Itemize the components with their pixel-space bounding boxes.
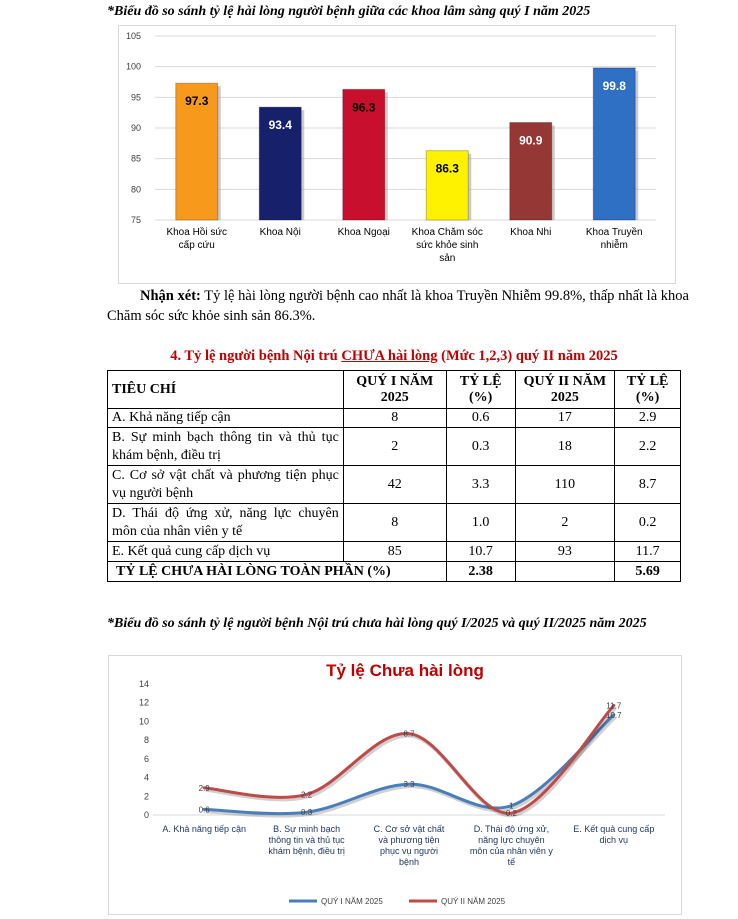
x-category-label: Khoa Ngoại — [337, 227, 390, 238]
row-q1-rate: 10.7 — [446, 542, 515, 562]
y-tick-label: 95 — [130, 92, 141, 103]
row-q1-count: 2 — [343, 428, 446, 466]
line-chart — [109, 656, 681, 914]
x-category-label: bệnh — [398, 857, 420, 867]
comment-label: Nhận xét: — [140, 288, 201, 304]
y-tick-label: 8 — [143, 735, 149, 746]
row-q2-count: 93 — [515, 542, 615, 562]
bar-value-label: 93.4 — [268, 118, 292, 133]
x-category-label: dịch vụ — [599, 835, 629, 845]
chart-title: Tỷ lệ Chưa hài lòng — [326, 661, 484, 680]
row-q2-rate: 0.2 — [615, 504, 681, 542]
x-category-label: Khoa Nhi — [510, 227, 552, 238]
data-label: 2.2 — [301, 790, 313, 800]
y-tick-label: 10 — [138, 716, 149, 727]
y-tick-label: 100 — [125, 61, 141, 72]
series-line-shadow — [206, 708, 616, 819]
row-q1-count: 8 — [343, 504, 446, 542]
y-tick-label: 6 — [143, 753, 149, 764]
row-criteria: C. Cơ sở vật chất và phương tiện phục vụ người bệnh — [108, 466, 344, 504]
legend-label: QUÝ I NĂM 2025 — [321, 897, 383, 906]
header-q1-count: QUÝ I NĂM 2025 — [343, 371, 446, 409]
header-q1-rate: TỶ LỆ (%) — [446, 371, 515, 409]
table-row — [108, 542, 681, 562]
chart1-caption: *Biểu đồ so sánh tỷ lệ hài lòng người bệnh giữa các khoa lâm sàng quý I năm 2025 — [107, 4, 591, 19]
header-q2-count: QUÝ II NĂM 2025 — [515, 371, 615, 409]
row-q1-rate: 1.0 — [446, 504, 515, 542]
row-q2-count: 110 — [515, 466, 615, 504]
chart2-caption: *Biểu đồ so sánh tỷ lệ người bệnh Nội trú chưa hài lòng quý I/2025 và quý II/2025 năm 2025 — [107, 616, 647, 631]
data-label: 0.3 — [301, 808, 313, 818]
row-q2-rate: 2.9 — [615, 409, 681, 428]
data-label: 11.7 — [606, 701, 622, 711]
row-q1-rate: 3.3 — [446, 466, 515, 504]
row-q2-count: 17 — [515, 409, 615, 428]
total-q1-rate: 2.38 — [446, 562, 515, 582]
row-q1-count: 42 — [343, 466, 446, 504]
x-category-label: khám bệnh, điều trị — [268, 846, 345, 856]
table-row — [108, 409, 681, 428]
x-category-label: Khoa Hồi sức — [166, 227, 228, 238]
row-criteria: A. Khả năng tiếp cận — [108, 409, 344, 428]
row-criteria: B. Sự minh bạch thông tin và thủ tục khám bệnh, điều trị — [108, 428, 344, 466]
row-q1-count: 85 — [343, 542, 446, 562]
x-category-label: thông tin và thủ tục — [268, 835, 345, 845]
section-4-title-pre: 4. Tỷ lệ người bệnh Nội trú — [170, 348, 342, 364]
row-q1-count: 8 — [343, 409, 446, 428]
line-chart-frame — [108, 655, 682, 915]
x-category-label: tế — [507, 857, 516, 867]
dissatisfaction-table — [107, 370, 681, 582]
x-category-label: B. Sự minh bạch — [273, 824, 341, 834]
row-q1-rate: 0.6 — [446, 409, 515, 428]
bar-chart-frame — [118, 25, 676, 284]
bar-value-label: 86.3 — [435, 161, 459, 176]
x-category-label: nhiễm — [600, 240, 628, 251]
comment-text: Tỷ lệ hài lòng người bệnh cao nhất là khoa Truyền Nhiễm 99.8%, thấp nhất là khoa Chăm sóc sức khỏe sinh sản 86.3%. — [107, 288, 689, 324]
table-row — [108, 504, 681, 542]
y-tick-label: 85 — [130, 153, 141, 164]
row-criteria: D. Thái độ ứng xử, năng lực chuyên môn của nhân viên y tế — [108, 504, 344, 542]
data-label: 0.2 — [505, 809, 517, 819]
comment-paragraph — [107, 286, 689, 326]
data-label: 10.7 — [606, 710, 622, 720]
legend-label: QUÝ II NĂM 2025 — [441, 897, 506, 906]
y-tick-label: 80 — [130, 184, 141, 195]
bar-chart — [119, 26, 675, 283]
y-tick-label: 2 — [143, 791, 149, 802]
section-4-title-underlined: CHƯA hài lòng — [341, 348, 438, 364]
x-category-label: E. Kết quả cung cấp — [573, 824, 655, 834]
section-4-title — [107, 348, 681, 365]
y-tick-label: 12 — [138, 697, 149, 708]
bar-value-label: 96.3 — [352, 100, 376, 115]
row-q2-rate: 8.7 — [615, 466, 681, 504]
x-category-label: Khoa Chăm sóc — [411, 227, 483, 238]
y-tick-label: 0 — [143, 810, 149, 820]
x-category-label: phục vụ người — [380, 846, 438, 856]
x-category-label: và phương tiện — [378, 835, 440, 845]
y-tick-label: 4 — [143, 772, 149, 783]
data-label: 0.6 — [198, 805, 210, 815]
series-line — [204, 706, 614, 814]
table-header-row — [108, 371, 681, 409]
x-category-label: C. Cơ sở vật chất — [373, 824, 445, 834]
header-criteria: TIÊU CHÍ — [108, 371, 344, 409]
table-row — [108, 466, 681, 504]
y-tick-label: 105 — [125, 31, 141, 41]
row-q1-rate: 0.3 — [446, 428, 515, 466]
x-category-label: cấp cứu — [178, 240, 215, 251]
row-q2-rate: 11.7 — [615, 542, 681, 562]
bar-value-label: 90.9 — [519, 133, 543, 148]
data-label: 3.3 — [403, 780, 415, 790]
row-q2-count: 18 — [515, 428, 615, 466]
x-category-label: Khoa Nội — [259, 227, 301, 238]
row-q2-rate: 2.2 — [615, 428, 681, 466]
x-category-label: Khoa Truyền — [585, 227, 643, 238]
data-label: 1 — [509, 801, 514, 811]
total-label: TỶ LỆ CHƯA HÀI LÒNG TOÀN PHẦN (%) — [108, 562, 447, 582]
bar-value-label: 97.3 — [185, 94, 209, 109]
data-label: 2.9 — [198, 783, 210, 793]
table-total-row — [108, 562, 681, 582]
total-q2-rate: 5.69 — [615, 562, 681, 582]
x-category-label: năng lực chuyên — [478, 835, 545, 845]
table-row — [108, 428, 681, 466]
x-category-label: D. Thái độ ứng xử, — [473, 824, 550, 834]
total-empty-cell — [515, 562, 615, 582]
row-criteria: E. Kết quả cung cấp dịch vụ — [108, 542, 344, 562]
x-category-label: sản — [439, 253, 456, 264]
y-tick-label: 14 — [138, 679, 149, 689]
section-4-title-post: (Mức 1,2,3) quý II năm 2025 — [437, 348, 618, 364]
x-category-label: A. Khả năng tiếp cận — [162, 824, 246, 834]
row-q2-count: 2 — [515, 504, 615, 542]
data-label: 8.7 — [403, 729, 415, 739]
bar-value-label: 99.8 — [602, 78, 626, 93]
x-category-label: sức khỏe sinh — [416, 240, 479, 251]
x-category-label: môn của nhân viên y — [469, 846, 553, 856]
y-tick-label: 75 — [130, 215, 141, 225]
header-q2-rate: TỶ LỆ (%) — [615, 371, 681, 409]
y-tick-label: 90 — [130, 123, 141, 133]
